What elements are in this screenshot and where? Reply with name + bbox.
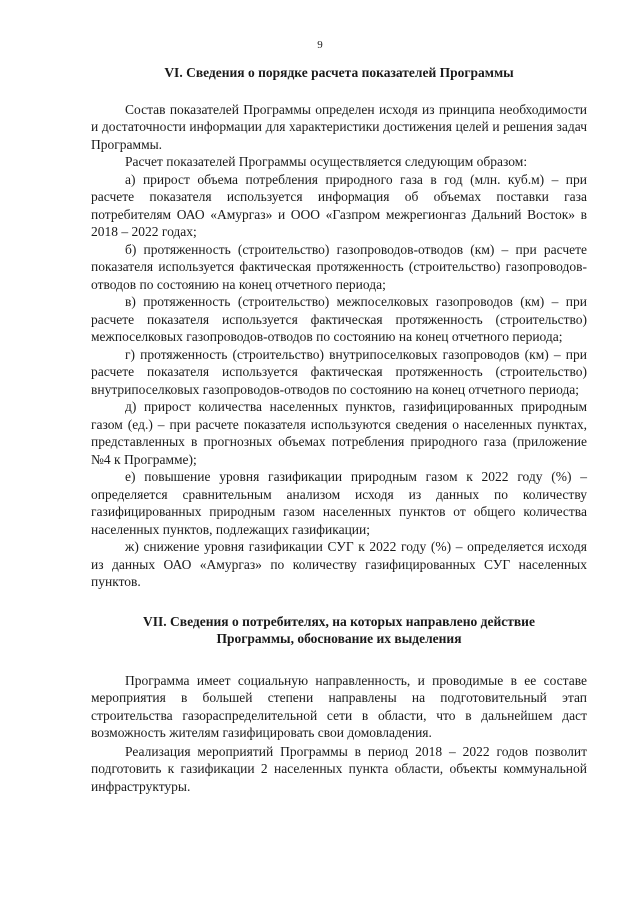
indicator-item-zh: ж) снижение уровня газификации СУГ к 2022 году (%) – определяется исходя из данных ОАО «Амургаз» по количеству газифицированных СУГ населенных пунктов. xyxy=(91,539,587,589)
indicator-item-g: г) протяженность (строительство) внутрипоселковых газопроводов (км) – при расчете показателя используется фактическая протяженность (строительство) внутрипоселковых газопроводов-отводов по состоянию на конец отчетного периода; xyxy=(91,346,587,397)
indicator-item-d: д) прирост количества населенных пунктов, газифицированных природным газом (ед.) – при расчете показателя используются сведения о населенных пунктах, представленных в прогнозных объемах потребления природного газа (приложение №4 к Программе); xyxy=(91,399,587,467)
section-7-heading-line-2: Программы, обоснование их выделения xyxy=(216,631,462,646)
indicator-item-e: е) повышение уровня газификации природным газом к 2022 году (%) – определяется сравнительным анализом исходя из данных по количеству газифицированных природным газом населенных пунктов от общего количества населенных пунктов, подлежащих газификации; xyxy=(91,469,587,537)
section-7-paragraph: Реализация мероприятий Программы в период 2018 – 2022 годов позволит подготовить к газификации 2 населенных пункта области, объекты коммунальной инфраструктуры. xyxy=(91,743,587,794)
section-6-paragraph: Состав показателей Программы определен исходя из принципа необходимости и достаточности информации для характеристики достижения целей и решения задач Программы. xyxy=(91,101,587,152)
indicator-item-v: в) протяженность (строительство) межпоселковых газопроводов (км) – при расчете показателя используется фактическая протяженность (строительство) межпоселковых газопроводов-отводов по состоянию на конец отчетного периода; xyxy=(91,294,587,344)
section-6-heading: VI. Сведения о порядке расчета показателей Программы xyxy=(164,65,514,80)
page-number: 9 xyxy=(317,39,323,51)
section-7-heading xyxy=(91,613,587,648)
indicator-item-a: а) прирост объема потребления природного газа в год (млн. куб.м) – при расчете показателя используется информация об объемах поставки газа потребителям ОАО «Амургаз» и ООО «Газпром межрегионгаз Дальний Восток» в 2018 – 2022 годах; xyxy=(91,171,587,239)
document-body xyxy=(91,64,587,795)
section-7-paragraph: Программа имеет социальную направленность, и проводимые в ее составе мероприятия в большей степени направлены на подготовительный этап строительства газораспределительной сети в области, что в дальнейшем даст возможность жителям газифицировать свои домовладения. xyxy=(91,672,587,740)
section-6-paragraph: Расчет показателей Программы осуществляется следующим образом: xyxy=(125,154,528,169)
indicator-item-b: б) протяженность (строительство) газопроводов-отводов (км) – при расчете показателя используется фактическая протяженность (строительство) газопроводов-отводов по состоянию на конец отчетного периода; xyxy=(91,241,587,292)
section-7-heading-line-1: VII. Сведения о потребителях, на которых направлено действие xyxy=(143,613,535,629)
